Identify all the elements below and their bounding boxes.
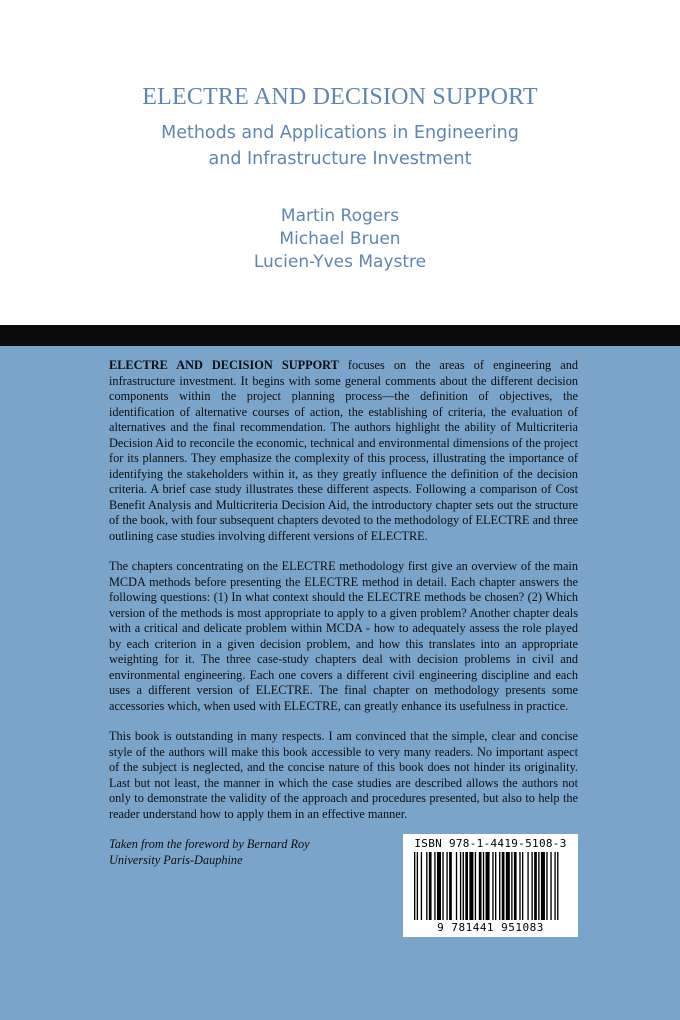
- barcode-bar: [514, 852, 517, 920]
- barcode-bar: [475, 852, 476, 920]
- barcode-bar: [554, 852, 555, 920]
- subtitle-line-2: and Infrastructure Investment: [208, 149, 472, 169]
- blurb-bold-title: ELECTRE AND DECISION SUPPORT: [109, 358, 339, 372]
- barcode-bar: [519, 852, 520, 920]
- barcode-bar: [434, 852, 435, 920]
- barcode-bar: [417, 852, 418, 920]
- barcode-bar: [469, 852, 473, 920]
- barcode-bar: [527, 852, 528, 920]
- barcode-bar: [449, 852, 452, 920]
- isbn-label: ISBN 978-1-4419-5108-3: [414, 837, 567, 850]
- barcode-bar: [479, 852, 482, 920]
- barcode-bar: [483, 852, 484, 920]
- author-name: Michael Bruen: [279, 229, 401, 249]
- barcode-bar: [465, 852, 468, 920]
- barcode-bar: [463, 852, 464, 920]
- cover-top: [0, 0, 680, 325]
- barcode-bar: [531, 852, 532, 920]
- barcode-bar: [557, 852, 558, 920]
- barcode-bar: [456, 852, 457, 920]
- foreword-affiliation: University Paris-Dauphine: [109, 852, 243, 867]
- barcode-bar: [495, 852, 496, 920]
- blurb-paragraph-2: The chapters concentrating on the ELECTRE methodology first give an overview of the main MCDA methods before presenting the ELECTRE method in detail. Each chapter answers the following questions: (1) In what context should the ELECTRE methods be chosen? (2) Which version of the methods is most appropriate to apply to a given problem? Another chapter deals with a critical and delicate problem within MCDA - how to adequately assess the role played by each criterion in a given decision problem, and how this translates into an appropriate weighting for it. The three case-study chapters deal with decision problems in civil and environmental engineering. Each one covers a different civil engineering discipline and each uses a different version of ELECTRE. The final chapter on methodology presents some accessories which, when used with ELECTRE, can greatly enhance its usefulness in practice.: [109, 559, 578, 713]
- barcode-bar: [546, 852, 547, 920]
- barcode-bar: [550, 852, 551, 920]
- author-name: Lucien-Yves Maystre: [253, 252, 427, 272]
- authors-list: [0, 205, 680, 274]
- barcode-bar: [492, 852, 493, 920]
- barcode-bar: [414, 852, 415, 920]
- barcode-bars: [414, 852, 567, 920]
- barcode-bar: [437, 852, 441, 920]
- barcode-bar: [502, 852, 505, 920]
- blurb-paragraph-3: This book is outstanding in many respects. I am convinced that the simple, clear and concise style of the authors will make this book accessible to very many readers. No important aspect of the subject is neglected, and the concise nature of this book does not hinder its originality. Last but not least, the manner in which the case studies are described allows the authors not only to demonstrate the validity of the approach and procedures presented, but also to help the reader understand how to apply them in an effective manner.: [109, 729, 578, 821]
- barcode-bar: [429, 852, 432, 920]
- barcode-bar: [541, 852, 545, 920]
- barcode-bar: [421, 852, 422, 920]
- black-band: [0, 325, 680, 346]
- barcode-number: 9 781441 951083: [437, 921, 544, 934]
- book-title: ELECTRE AND DECISION SUPPORT: [142, 84, 538, 110]
- blurb-paragraph-1-text: focuses on the areas of engineering and infrastructure investment. It begins with some general comments about the different decision components within the project planning process—the definition of objectives, the identification of alternative courses of action, the establishing of criteria, the evaluation of alternatives and the final recommendation. The authors highlight the ability of Multicriteria Decision Aid to reconcile the economic, technical and environmental dimensions of the project for its planners. They emphasize the complexity of this process, illustrating the importance of identifying the stakeholders within it, as they greatly influence the definition of the decision criteria. A brief case study illustrates these different aspects. Following a comparison of Cost Benefit Analysis and Multicriteria Decision Aid, the introductory chapter sets out the structure of the book, with four subsequent chapters devoted to the methodology of ELECTRE and three outlining case studies involving different versions of ELECTRE.: [109, 358, 579, 543]
- barcode-bar: [534, 852, 537, 920]
- barcode-bar: [522, 852, 523, 920]
- barcode-bar: [442, 852, 443, 920]
- author-name: Martin Rogers: [280, 206, 400, 226]
- barcode-bar: [511, 852, 512, 920]
- barcode-bar: [506, 852, 510, 920]
- subtitle-line-1: Methods and Applications in Engineering: [161, 123, 519, 143]
- foreword-author: Taken from the foreword by Bernard Roy: [109, 837, 310, 851]
- barcode-bar: [446, 852, 447, 920]
- book-subtitle: [0, 120, 680, 172]
- barcode-bar: [499, 852, 500, 920]
- barcode-bar: [486, 852, 490, 920]
- isbn-barcode: [403, 834, 578, 937]
- barcode-bar: [538, 852, 539, 920]
- blurb-paragraph-1: [109, 358, 578, 544]
- barcode-bar: [460, 852, 461, 920]
- barcode-bar: [426, 852, 427, 920]
- blurb-text: [109, 358, 578, 868]
